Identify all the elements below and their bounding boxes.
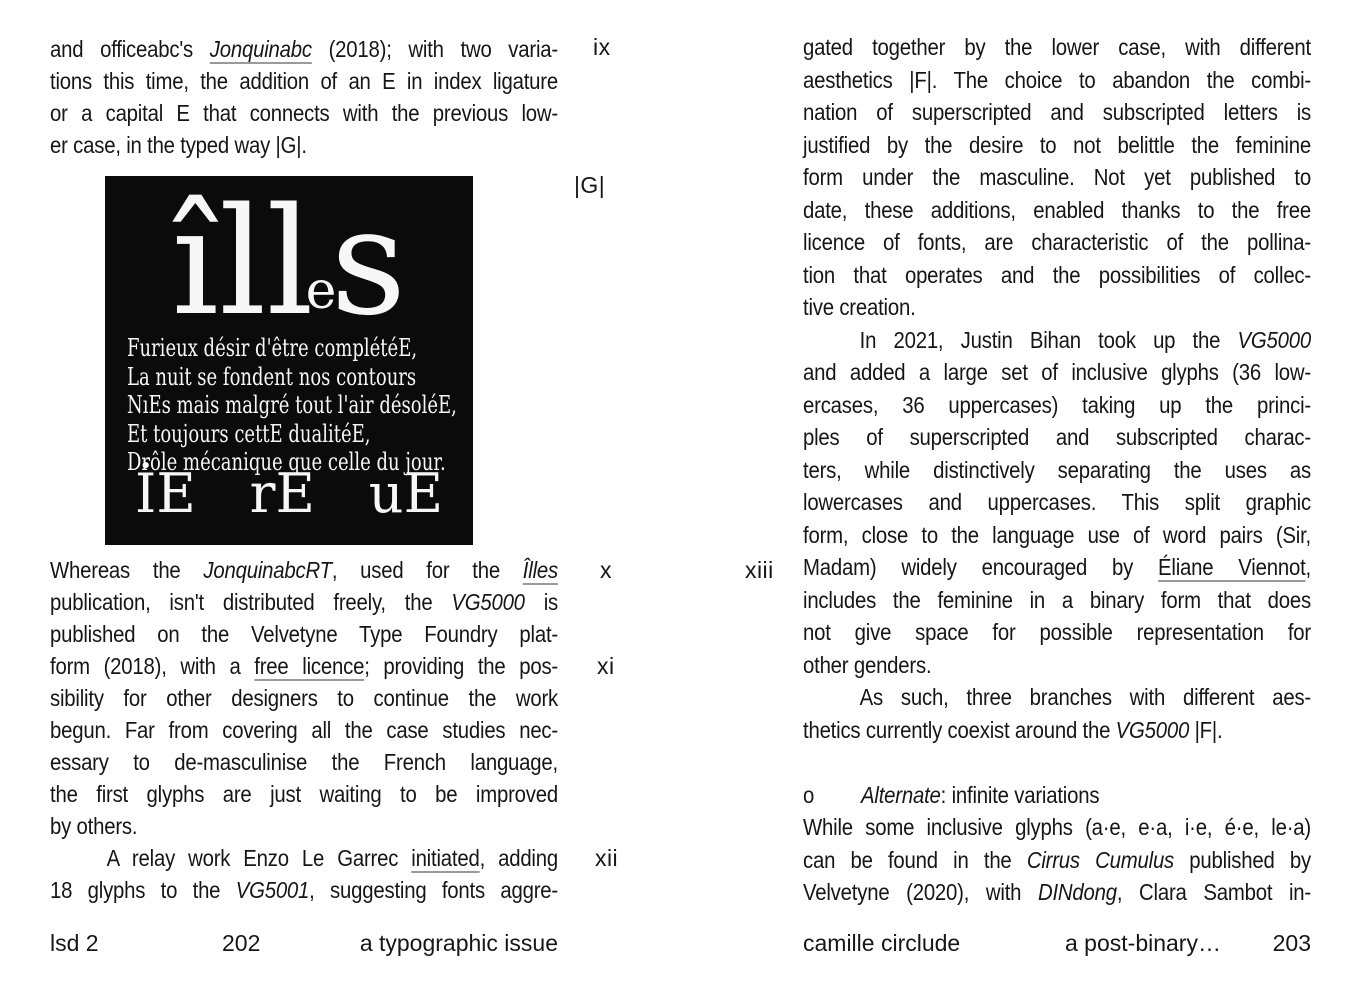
text-line bbox=[50, 682, 558, 714]
text-line bbox=[803, 226, 1311, 259]
text-segment: is bbox=[524, 589, 558, 615]
margin-note-ix: ix bbox=[593, 34, 611, 60]
footer-page-number-left: 202 bbox=[222, 930, 261, 956]
text-line bbox=[127, 420, 457, 449]
text-segment: VG5001 bbox=[235, 877, 310, 903]
text-segment: Drôle mécanique que celle du jour. bbox=[127, 448, 446, 476]
text-line bbox=[803, 811, 1311, 844]
text-line bbox=[803, 31, 1311, 64]
text-line bbox=[127, 391, 457, 420]
text-line bbox=[50, 714, 558, 746]
text-line bbox=[803, 421, 1311, 454]
right-page-paragraph-1 bbox=[803, 31, 1311, 324]
text-line bbox=[803, 844, 1311, 877]
footer-author: camille circlude bbox=[803, 930, 961, 956]
text-segment: , used for the bbox=[331, 557, 523, 583]
text-line bbox=[803, 876, 1311, 909]
text-segment: ters, while distinctively separating the uses as bbox=[803, 456, 1311, 483]
left-page-paragraph-1 bbox=[50, 33, 558, 161]
left-page-paragraph-3 bbox=[50, 842, 558, 906]
text-line bbox=[50, 129, 558, 161]
text-segment: VG5000 bbox=[1115, 716, 1190, 743]
text-segment: In 2021, Justin Bihan took up the bbox=[859, 326, 1238, 353]
text-segment: other genders. bbox=[803, 651, 932, 678]
text-segment: ; providing the pos- bbox=[364, 653, 559, 679]
text-segment: Whereas the bbox=[50, 557, 204, 583]
text-segment: JonquinabcRT bbox=[203, 557, 332, 583]
inclusive-glyph-re: rE bbox=[249, 462, 315, 525]
inclusive-glyph-ue: uE bbox=[368, 462, 443, 525]
text-segment: publication, isn't distributed freely, the bbox=[50, 589, 452, 615]
headline-nested-e-glyph: e bbox=[305, 261, 337, 321]
text-segment: licence of fonts, are characteristic of the pollina- bbox=[803, 229, 1311, 255]
text-segment: and added a large set of inclusive glyphs (36 low- bbox=[803, 359, 1311, 385]
text-segment: gated together by the lower case, with different bbox=[803, 34, 1311, 60]
text-segment: or a capital E that connects with the previous low- bbox=[50, 100, 558, 126]
text-segment: begun. Far from covering all the case studies nec- bbox=[50, 717, 558, 743]
text-segment: VG5000 bbox=[1237, 326, 1311, 353]
text-line bbox=[127, 334, 457, 363]
text-line bbox=[803, 616, 1311, 649]
text-segment: published on the Velvetyne Type Foundry plat- bbox=[50, 621, 558, 647]
text-segment: o bbox=[803, 781, 815, 808]
text-line bbox=[127, 363, 457, 392]
text-segment: thetics currently coexist around the bbox=[803, 716, 1116, 743]
footer-imprint: lsd 2 bbox=[50, 930, 99, 956]
reference-link[interactable]: free licence bbox=[254, 653, 365, 679]
text-segment: Velvetyne (2020), with bbox=[803, 879, 1038, 905]
text-segment: not give space for possible representation for bbox=[803, 619, 1311, 645]
text-line bbox=[50, 746, 558, 778]
text-line bbox=[50, 97, 558, 129]
specimen-glyph-row bbox=[135, 464, 443, 524]
reference-link[interactable]: Îlles bbox=[522, 557, 558, 583]
text-line bbox=[803, 96, 1311, 129]
text-segment: tive creation. bbox=[803, 294, 916, 320]
text-line bbox=[803, 389, 1311, 422]
text-segment: sibility for other designers to continue the work bbox=[50, 685, 558, 711]
text-line bbox=[803, 584, 1311, 617]
text-segment: Et toujours cettE dualitéE, bbox=[127, 419, 371, 448]
text-segment: As such, three branches with different aes- bbox=[859, 684, 1311, 710]
reference-link[interactable]: Éliane Viennot bbox=[1158, 554, 1306, 580]
text-line bbox=[50, 810, 558, 842]
text-line bbox=[803, 356, 1311, 389]
headline-prefix: îll bbox=[171, 176, 314, 348]
text-line bbox=[50, 33, 558, 65]
text-line bbox=[50, 874, 558, 906]
text-segment: La nuit se fondent nos contours bbox=[127, 362, 417, 391]
text-segment: VG5000 bbox=[451, 589, 525, 615]
text-segment: |F|. bbox=[1189, 716, 1223, 743]
text-line bbox=[803, 486, 1311, 519]
text-line bbox=[803, 714, 1311, 747]
type-specimen-image bbox=[105, 176, 473, 545]
text-segment: tion that operates and the possibilities of collec- bbox=[803, 261, 1311, 288]
text-line bbox=[50, 554, 558, 586]
text-line bbox=[803, 259, 1311, 292]
text-segment: and officeabc's bbox=[50, 36, 210, 62]
inclusive-glyph-ie: İE bbox=[135, 462, 196, 525]
text-line bbox=[50, 650, 558, 682]
text-segment: Alternate bbox=[861, 781, 941, 808]
text-segment: ples of superscripted and subscripted charac- bbox=[803, 424, 1311, 450]
text-segment: Cirrus Cumulus bbox=[1026, 846, 1175, 873]
text-line bbox=[803, 291, 1311, 324]
text-segment: aesthetics |F|. The choice to abandon the combi- bbox=[803, 66, 1311, 93]
text-segment: form under the masculine. Not yet published to bbox=[803, 164, 1311, 190]
footer-article-title: a post-binary… bbox=[1065, 930, 1221, 956]
text-segment: , Clara Sambot in- bbox=[1116, 879, 1311, 905]
footer-issue-title: a typographic issue bbox=[359, 930, 558, 956]
text-segment: tions this time, the addition of an E in index ligature bbox=[50, 68, 558, 94]
right-page-section-heading bbox=[803, 779, 1311, 812]
text-line bbox=[803, 681, 1311, 714]
text-segment: , adding bbox=[479, 845, 558, 871]
text-segment: the first glyphs are just waiting to be improved bbox=[50, 781, 558, 807]
text-line bbox=[803, 649, 1311, 682]
text-segment: 18 glyphs to the bbox=[50, 877, 236, 903]
text-segment: date, these additions, enabled thanks to the free bbox=[803, 196, 1311, 223]
text-line bbox=[803, 129, 1311, 162]
text-segment: (2018); with two varia- bbox=[311, 36, 558, 62]
text-line bbox=[803, 324, 1311, 357]
text-line bbox=[50, 65, 558, 97]
text-segment: nation of superscripted and subscripted letters is bbox=[803, 99, 1311, 125]
text-segment: can be found in the bbox=[803, 846, 1027, 873]
text-line bbox=[50, 618, 558, 650]
text-line bbox=[803, 779, 1311, 812]
text-segment: lowercases and uppercases. This split graphic bbox=[803, 489, 1311, 515]
right-page-paragraph-2 bbox=[803, 324, 1311, 682]
text-segment: form, close to the language use of word pairs (Sir, bbox=[803, 521, 1311, 548]
figure-marker-g: |G| bbox=[574, 172, 606, 198]
text-segment: , bbox=[1305, 554, 1311, 580]
margin-note-xiii: xiii bbox=[745, 557, 774, 583]
text-segment: Madam) widely encouraged by bbox=[803, 554, 1159, 580]
text-line bbox=[803, 194, 1311, 227]
left-page-paragraph-2 bbox=[50, 554, 558, 842]
text-segment: DINdong bbox=[1037, 879, 1117, 905]
headline-suffix: s bbox=[330, 176, 407, 348]
margin-note-xii: xii bbox=[595, 845, 619, 871]
text-segment: , suggesting fonts aggre- bbox=[309, 877, 558, 903]
text-line bbox=[803, 454, 1311, 487]
margin-note-xi: xi bbox=[597, 653, 615, 679]
margin-note-x: x bbox=[600, 557, 612, 583]
text-segment: essary to de-masculinise the French language, bbox=[50, 749, 558, 775]
text-line bbox=[50, 586, 558, 618]
left-page-body bbox=[50, 554, 558, 906]
text-segment: A relay work Enzo Le Garrec bbox=[106, 845, 412, 871]
text-segment: NıEs mais malgré tout l'air désoléE, bbox=[127, 391, 457, 419]
right-page-paragraph-3 bbox=[803, 681, 1311, 746]
text-segment: : infinite variations bbox=[940, 781, 1100, 808]
text-segment: ercases, 36 uppercases) taking up the princi- bbox=[803, 391, 1311, 418]
text-segment: published by bbox=[1174, 846, 1311, 873]
text-segment: Furieux désir d'être complétéE, bbox=[127, 334, 418, 362]
specimen-poem bbox=[127, 334, 457, 477]
text-line bbox=[803, 519, 1311, 552]
text-segment: er case, in the typed way |G|. bbox=[50, 132, 307, 158]
right-page-body bbox=[803, 31, 1311, 909]
text-line bbox=[803, 551, 1311, 584]
text-segment: includes the feminine in a binary form that does bbox=[803, 586, 1311, 613]
reference-link[interactable]: initiated bbox=[411, 845, 480, 871]
text-segment: While some inclusive glyphs (a·e, e·a, i·e, é·e, le·a) bbox=[803, 814, 1311, 840]
text-line bbox=[50, 778, 558, 810]
text-segment: form (2018), with a bbox=[50, 653, 255, 679]
reference-link[interactable]: Jonquinabc bbox=[209, 36, 312, 62]
text-segment: by others. bbox=[50, 813, 138, 839]
text-line bbox=[50, 842, 558, 874]
right-page-paragraph-4 bbox=[803, 811, 1311, 909]
text-line bbox=[803, 64, 1311, 97]
text-line bbox=[803, 161, 1311, 194]
footer-page-number-right: 203 bbox=[1272, 930, 1311, 956]
text-segment: justified by the desire to not belittle the feminine bbox=[803, 131, 1311, 158]
